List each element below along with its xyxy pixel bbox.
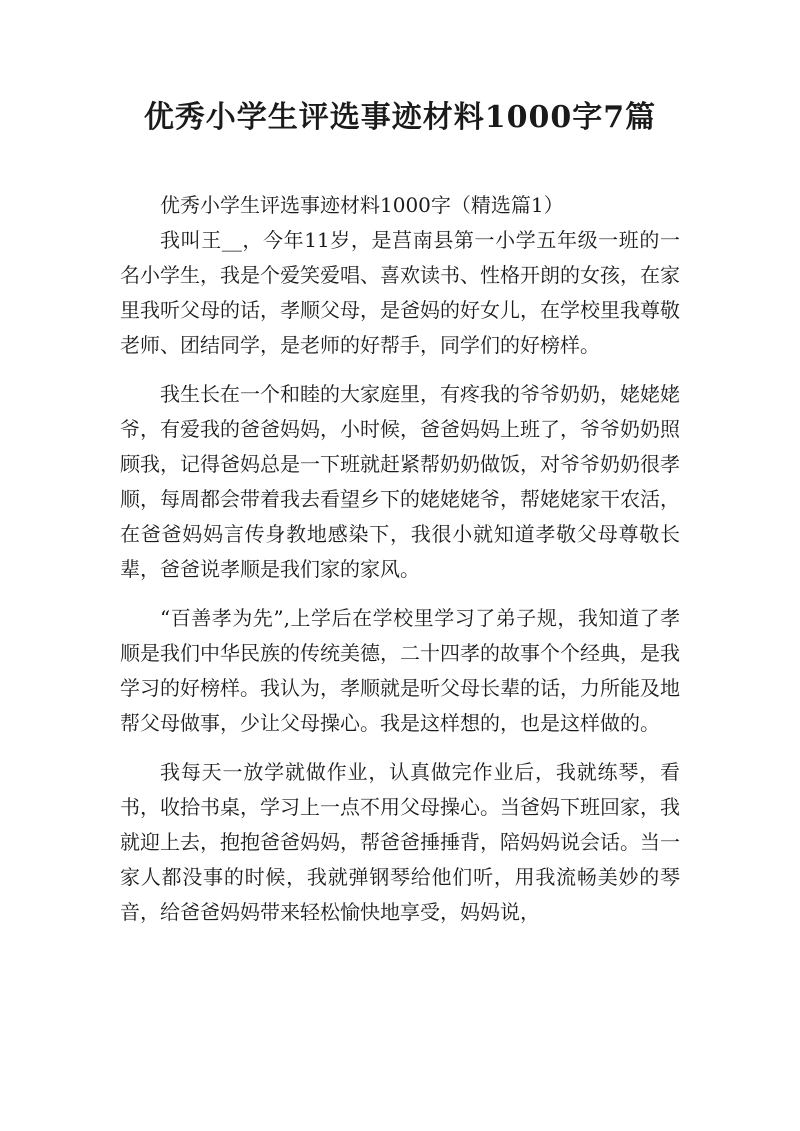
paragraph: 我叫王__，今年11岁，是莒南县第一小学五年级一班的一名小学生，我是个爱笑爱唱、喜欢读书、性格开朗的女孩，在家里我听父母的话，孝顺父母，是爸妈的好女儿，在学校里我尊敬老师、团结同学，是老师的好帮手，同学们的好榜样。 [120, 228, 680, 357]
document-body [120, 188, 680, 944]
paragraph: “百善孝为先”,上学后在学校里学习了弟子规，我知道了孝顺是我们中华民族的传统美德，二十四孝的故事个个经典，是我学习的好榜样。我认为，孝顺就是听父母长辈的话，力所能及地帮父母做事，少让父母操心。我是这样想的，也是这样做的。 [120, 606, 680, 735]
section-subtitle: 优秀小学生评选事迹材料1000字（精选篇1） [160, 193, 564, 217]
paragraph: 我每天一放学就做作业，认真做完作业后，我就练琴，看书，收拾书桌，学习上一点不用父母操心。当爸妈下班回家，我就迎上去，抱抱爸爸妈妈，帮爸爸捶捶背，陪妈妈说会话。当一家人都没事的时候，我就弹钢琴给他们听，用我流畅美妙的琴音，给爸爸妈妈带来轻松愉快地享受，妈妈说， [120, 760, 680, 924]
paragraph: 我生长在一个和睦的大家庭里，有疼我的爷爷奶奶，姥姥姥爷，有爱我的爸爸妈妈，小时候，爸爸妈妈上班了，爷爷奶奶照顾我，记得爸妈总是一下班就赶紧帮奶奶做饭，对爷爷奶奶很孝顺，每周都会带着我去看望乡下的姥姥姥爷，帮姥姥家干农活，在爸爸妈妈言传身教地感染下，我很小就知道孝敬父母尊敬长辈，爸爸说孝顺是我们家的家风。 [120, 382, 680, 581]
document-title: 优秀小学生评选事迹材料1000字7篇 [143, 100, 657, 135]
